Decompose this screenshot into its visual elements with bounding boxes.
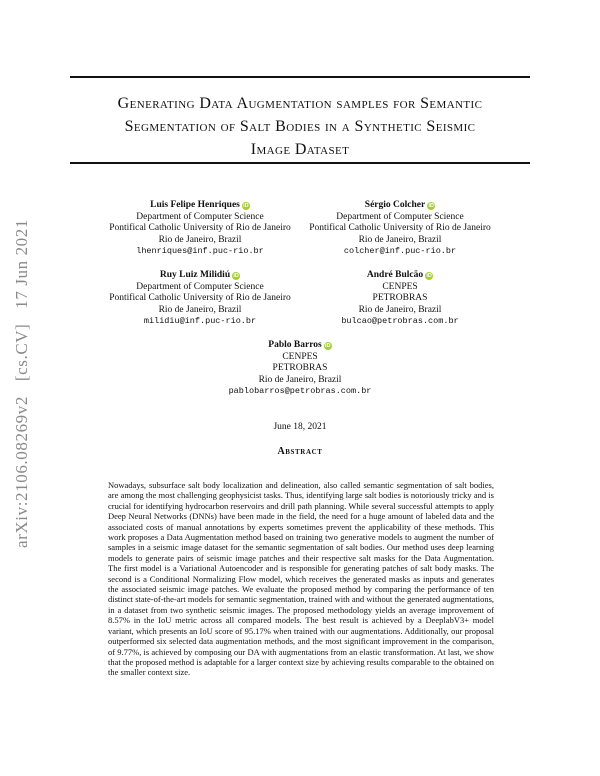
abstract-heading: Abstract	[277, 446, 323, 457]
author-email[interactable]: bulcao@petrobras.com.br	[341, 316, 459, 326]
orcid-icon[interactable]: iD	[324, 343, 331, 349]
title-line-2: Segmentation of Salt Bodies in a Synthetic Seismic	[124, 118, 476, 135]
paper-date: June 18, 2021	[273, 422, 327, 432]
author-location: Rio de Janeiro, Brazil	[358, 234, 442, 245]
author-affiliation: Department of Computer Science	[136, 211, 264, 222]
author-affiliation: CENPES	[382, 281, 418, 292]
author-affiliation: CENPES	[282, 351, 318, 362]
author-institution: PETROBRAS	[272, 363, 328, 373]
arxiv-sidebar-stamp	[12, 209, 32, 548]
title-bottom-rule	[70, 162, 530, 164]
title-line-1: Generating Data Augmentation samples for Semantic	[117, 95, 483, 112]
author-location: Rio de Janeiro, Brazil	[358, 304, 442, 315]
author-location: Rio de Janeiro, Brazil	[158, 234, 242, 245]
author-block-colcher	[305, 200, 495, 258]
author-institution: Pontifical Catholic University of Rio de Janeiro	[309, 223, 491, 233]
orcid-icon[interactable]: iD	[426, 273, 432, 279]
orcid-icon[interactable]: iD	[233, 273, 239, 279]
author-name: Pablo Barros	[268, 340, 322, 350]
orcid-icon[interactable]: iD	[243, 203, 249, 209]
author-block-milidiu	[105, 270, 295, 328]
orcid-icon[interactable]: iD	[428, 203, 434, 209]
abstract-body: Nowadays, subsurface salt body localization and delineation, also called semantic segmentation of salt bodies, are among the most challenging geophysicist tasks. Thus, identifying large salt bodies is notoriously tricky and is crucial for identifying hydrocarbon reservoirs and drill path planning. While several successful attempts to apply Deep Neural Networks (DNNs) have been made in the field, the need for a huge amount of labeled data and the associated costs of manual annotations by experts sometimes prevent the applicability of these methods. This work proposes a Data Augmentation method based on training two generative models to augment the number of samples in a seismic image dataset for the semantic segmentation of salt bodies. Our method uses deep learning models to generate pairs of seismic image patches and their respective salt masks for the Data Augmentation. The first model is a Variational Autoencoder and is responsible for generating patches of salt body masks. The second is a Conditional Normalizing Flow model, which receives the generated masks as inputs and generates the associated seismic image patches. We evaluate the proposed method by comparing the performance of ten distinct state-of-the-art models for semantic segmentation, trained with and without the generated augmentations, in a dataset from two synthetic seismic images. The proposed methodology yields an average improvement of 8.57% in the IoU metric across all compared models. The best result is achieved by a DeeplabV3+ model variant, which presents an IoU score of 95.17% when trained with our augmentations. Additionally, our proposal outperformed six selected data augmentation methods, and the most significant improvement in the comparison, of 9.77%, is achieved by composing our DA with augmentations from an elastic transformation. At last, we show that the proposed method is adaptable for a larger context size by achieving results comparable to the obtained on the smaller context size.	[108, 480, 494, 678]
author-email[interactable]: lhenriques@inf.puc-rio.br	[136, 246, 264, 256]
title-line-3: Image Dataset	[250, 141, 350, 158]
author-name: André Bulcão	[366, 270, 424, 280]
author-block-barros	[205, 340, 395, 398]
author-email[interactable]: milidiu@inf.puc-rio.br	[143, 316, 257, 326]
arxiv-id[interactable]: arXiv:2106.08269v2	[12, 396, 31, 548]
author-email[interactable]: pablobarros@petrobras.com.br	[228, 386, 372, 396]
author-affiliation: Department of Computer Science	[336, 211, 464, 222]
author-block-bulcao	[305, 270, 495, 328]
author-location: Rio de Janeiro, Brazil	[158, 304, 242, 315]
arxiv-category: [cs.CV]	[12, 323, 31, 382]
author-location: Rio de Janeiro, Brazil	[258, 374, 342, 385]
author-block-henriques	[105, 200, 295, 258]
title-top-rule	[70, 76, 530, 78]
author-name: Sérgio Colcher	[364, 200, 426, 210]
author-institution: Pontifical Catholic University of Rio de Janeiro	[109, 293, 291, 303]
author-institution: Pontifical Catholic University of Rio de Janeiro	[109, 223, 291, 233]
author-email[interactable]: colcher@inf.puc-rio.br	[343, 246, 457, 256]
author-name: Luis Felipe Henriques	[150, 200, 240, 210]
arxiv-date: 17 Jun 2021	[12, 219, 31, 309]
paper-title	[70, 92, 530, 161]
author-affiliation: Department of Computer Science	[136, 281, 264, 292]
author-institution: PETROBRAS	[372, 293, 428, 303]
author-name: Ruy Luiz Milidiú	[159, 270, 231, 280]
